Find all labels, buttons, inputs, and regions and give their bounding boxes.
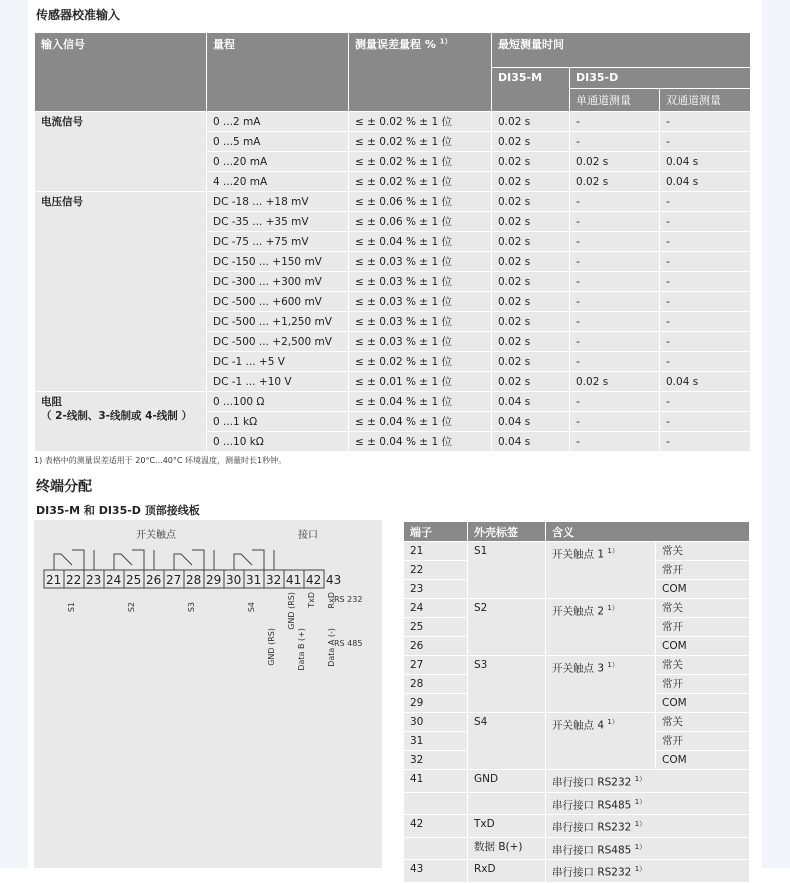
table-cell: - xyxy=(570,312,660,332)
table-cell: 0.02 s xyxy=(570,372,660,392)
contact-state: 常关 xyxy=(656,713,750,732)
table-cell: DC -500 ... +600 mV xyxy=(207,292,349,312)
table-cell: - xyxy=(570,192,660,212)
table-cell: - xyxy=(570,432,660,452)
terminal-label: 31 xyxy=(246,573,262,587)
table-row xyxy=(404,542,750,561)
table-cell: - xyxy=(570,212,660,232)
left-margin xyxy=(0,0,28,868)
rs232-pin-label: GND (RS) xyxy=(287,592,296,630)
table-cell: ≤ ± 0.02 % ± 1 位 xyxy=(349,172,492,192)
table-cell: ≤ ± 0.03 % ± 1 位 xyxy=(349,332,492,352)
switch-label: S2 xyxy=(127,602,136,613)
table-cell: 0.04 s xyxy=(660,152,751,172)
table-cell: ≤ ± 0.03 % ± 1 位 xyxy=(349,252,492,272)
terminal-label: 24 xyxy=(106,573,122,587)
table-cell: - xyxy=(570,112,660,132)
terminal-number: 41 xyxy=(404,770,468,793)
footnote-ref: 1） xyxy=(607,604,619,612)
terminal-label: 26 xyxy=(146,573,162,587)
footnote-ref: 1） xyxy=(634,842,647,851)
terminal-number: 26 xyxy=(404,637,468,656)
table-cell: 0.02 s xyxy=(492,352,570,372)
terminal-number: 42 xyxy=(404,815,468,838)
header-terminal: 端子 xyxy=(404,522,468,542)
table-row xyxy=(404,656,750,675)
table-cell: - xyxy=(660,312,751,332)
terminal-number: 22 xyxy=(404,561,468,580)
terminal-label: 43 xyxy=(326,573,342,587)
terminal-number: 23 xyxy=(404,580,468,599)
rs485-pin-label: Data A (-) xyxy=(327,628,336,667)
meaning-text: 串行接口 RS485 xyxy=(552,844,632,856)
housing-label: S2 xyxy=(468,599,546,656)
meaning xyxy=(546,815,750,838)
terminal-number: 24 xyxy=(404,599,468,618)
housing-label: GND xyxy=(468,770,546,793)
header-single-channel: 单通道测量 xyxy=(570,89,660,112)
table-cell: - xyxy=(660,352,751,372)
table-cell: 0.02 s xyxy=(492,152,570,172)
footnote-ref: 1） xyxy=(634,797,647,806)
table-cell: - xyxy=(660,132,751,152)
table-cell: 0 ...10 kΩ xyxy=(207,432,349,452)
header-min-time: 最短测量时间 xyxy=(492,33,751,68)
table-cell: 0 ...100 Ω xyxy=(207,392,349,412)
contact-state: COM xyxy=(656,637,750,656)
table-cell: DC -500 ... +1,250 mV xyxy=(207,312,349,332)
housing-label: S3 xyxy=(468,656,546,713)
group-name: 电压信号 xyxy=(41,196,83,208)
switch-label: S4 xyxy=(247,602,256,613)
table-cell: 0.02 s xyxy=(492,332,570,352)
contact-state: 常开 xyxy=(656,561,750,580)
contact-state: 常关 xyxy=(656,656,750,675)
terminal-label: 41 xyxy=(286,573,302,587)
table-cell: ≤ ± 0.02 % ± 1 位 xyxy=(349,132,492,152)
table-cell: 0.04 s xyxy=(660,172,751,192)
table-cell: - xyxy=(570,412,660,432)
footnote-ref: 1） xyxy=(607,661,619,669)
section-title-wiring: DI35-M 和 DI35-D 顶部接线板 xyxy=(36,504,200,517)
meaning-text: 开关触点 3 xyxy=(552,662,605,675)
table-cell: - xyxy=(660,332,751,352)
table-cell: - xyxy=(570,332,660,352)
terminal-number: 27 xyxy=(404,656,468,675)
terminal-number xyxy=(404,837,468,860)
rs232-label: RS 232 xyxy=(334,595,363,604)
switch-contact-line xyxy=(54,550,94,570)
table-cell: 0.02 s xyxy=(492,272,570,292)
table-cell: 0 ...5 mA xyxy=(207,132,349,152)
footnote: 1) 表格中的测量误差适用于 20°C...40°C 环境温度，测量时长1秒钟。 xyxy=(34,456,287,465)
meaning-text: 串行接口 RS232 xyxy=(552,821,632,834)
table-cell: - xyxy=(660,412,751,432)
footnote-ref: 1） xyxy=(634,865,647,873)
meaning xyxy=(546,599,656,656)
table-cell: - xyxy=(570,352,660,372)
table-cell: DC -35 ... +35 mV xyxy=(207,212,349,232)
table-cell: 0.02 s xyxy=(492,192,570,212)
table-row xyxy=(35,112,751,132)
group-subname: （ 2-线制、3-线制或 4-线制 ） xyxy=(41,410,192,422)
terminal-label: 42 xyxy=(306,573,322,587)
meaning-text: 串行接口 RS485 xyxy=(552,799,632,811)
contact-state: 常开 xyxy=(656,732,750,751)
table-cell: - xyxy=(570,272,660,292)
table-cell: 0.04 s xyxy=(660,372,751,392)
table-cell: DC -300 ... +300 mV xyxy=(207,272,349,292)
table-row xyxy=(404,713,750,732)
contact-state: 常关 xyxy=(656,542,750,561)
terminal-label: 21 xyxy=(46,573,62,587)
terminal-label: 30 xyxy=(226,573,242,587)
table-cell: 4 ...20 mA xyxy=(207,172,349,192)
table-row xyxy=(35,392,751,412)
switch-contact-line xyxy=(174,550,214,570)
table-row xyxy=(404,860,750,883)
table-cell: ≤ ± 0.06 % ± 1 位 xyxy=(349,192,492,212)
rs485-pin-label: Data B (+) xyxy=(297,628,306,671)
contact-state: COM xyxy=(656,751,750,770)
terminal-number: 21 xyxy=(404,542,468,561)
housing-label: RxD xyxy=(468,860,546,883)
terminal-label: 27 xyxy=(166,573,182,587)
table-cell: - xyxy=(570,232,660,252)
table-cell: 0.02 s xyxy=(492,232,570,252)
table-cell: 0.04 s xyxy=(492,432,570,452)
switch-label: S3 xyxy=(187,602,196,613)
table-cell: ≤ ± 0.02 % ± 1 位 xyxy=(349,112,492,132)
footnote-ref: 1） xyxy=(634,775,647,783)
wiring-diagram-svg xyxy=(34,520,382,868)
contact-state: COM xyxy=(656,694,750,713)
signal-group-label xyxy=(35,112,207,192)
table-cell: - xyxy=(660,112,751,132)
table-cell: DC -1 ... +10 V xyxy=(207,372,349,392)
table-cell: ≤ ± 0.04 % ± 1 位 xyxy=(349,412,492,432)
table-cell: - xyxy=(660,432,751,452)
table-cell: - xyxy=(570,132,660,152)
housing-label: S4 xyxy=(468,713,546,770)
table-cell: 0.02 s xyxy=(492,212,570,232)
switch-contact-line xyxy=(114,550,154,570)
table-cell: 0 ...20 mA xyxy=(207,152,349,172)
rs485-label: RS 485 xyxy=(334,639,363,648)
table-cell: - xyxy=(570,252,660,272)
header-housing-label: 外壳标签 xyxy=(468,522,546,542)
table-row xyxy=(404,815,750,838)
table-cell: ≤ ± 0.03 % ± 1 位 xyxy=(349,272,492,292)
table-cell: 0 ...2 mA xyxy=(207,112,349,132)
section-title-calibration: 传感器校准输入 xyxy=(36,8,121,22)
table-cell: DC -1 ... +5 V xyxy=(207,352,349,372)
calibration-input-table xyxy=(34,32,751,452)
table-row xyxy=(404,770,750,793)
header-di35d: DI35-D xyxy=(570,68,751,89)
contact-state: 常关 xyxy=(656,599,750,618)
header-meaning: 含义 xyxy=(546,522,750,542)
table-cell: 0.04 s xyxy=(492,392,570,412)
table-cell: 0 ...1 kΩ xyxy=(207,412,349,432)
meaning-text: 开关触点 4 xyxy=(552,719,605,732)
terminal-label: 29 xyxy=(206,573,222,587)
meaning-text: 开关触点 2 xyxy=(552,605,605,618)
group-name: 电流信号 xyxy=(41,116,83,128)
table-row xyxy=(35,192,751,212)
meaning xyxy=(546,770,750,793)
contact-state: 常开 xyxy=(656,618,750,637)
table-row xyxy=(404,792,750,815)
port-label: 接口 xyxy=(298,530,318,541)
table-cell: DC -150 ... +150 mV xyxy=(207,252,349,272)
table-cell: - xyxy=(660,292,751,312)
table-cell: DC -75 ... +75 mV xyxy=(207,232,349,252)
signal-group-label xyxy=(35,392,207,452)
signal-group-label xyxy=(35,192,207,392)
meaning xyxy=(546,656,656,713)
meaning-text: 串行接口 RS232 xyxy=(552,776,632,789)
table-cell: 0.02 s xyxy=(492,252,570,272)
terminal-label: 22 xyxy=(66,573,82,587)
header-di35m: DI35-M xyxy=(492,68,570,112)
table-cell: ≤ ± 0.04 % ± 1 位 xyxy=(349,432,492,452)
table-cell: ≤ ± 0.03 % ± 1 位 xyxy=(349,312,492,332)
table-row xyxy=(404,837,750,860)
table-cell: DC -500 ... +2,500 mV xyxy=(207,332,349,352)
contact-state: 常开 xyxy=(656,675,750,694)
housing-label: 数据 B(+) xyxy=(468,837,546,860)
rs485-pin-label: GND (RS) xyxy=(267,628,276,666)
contact-state: COM xyxy=(656,580,750,599)
terminal-label: 28 xyxy=(186,573,202,587)
table-cell: ≤ ± 0.02 % ± 1 位 xyxy=(349,352,492,372)
table-cell: - xyxy=(570,292,660,312)
header-input-signal: 输入信号 xyxy=(35,33,207,112)
table-cell: - xyxy=(660,192,751,212)
table-cell: ≤ ± 0.04 % ± 1 位 xyxy=(349,232,492,252)
meaning xyxy=(546,860,750,883)
footnote-ref: 1） xyxy=(634,820,647,828)
table-cell: ≤ ± 0.03 % ± 1 位 xyxy=(349,292,492,312)
terminal-number: 25 xyxy=(404,618,468,637)
table-cell: - xyxy=(660,232,751,252)
rs232-pin-label: RxD xyxy=(327,592,336,609)
meaning xyxy=(546,792,750,815)
terminal-number: 30 xyxy=(404,713,468,732)
meaning xyxy=(546,542,656,599)
table-cell: 0.02 s xyxy=(570,172,660,192)
contacts-label: 开关触点 xyxy=(136,530,176,541)
footnote-ref: 1） xyxy=(607,718,619,726)
table-cell: DC -18 ... +18 mV xyxy=(207,192,349,212)
table-cell: 0.02 s xyxy=(492,372,570,392)
table-cell: - xyxy=(660,212,751,232)
table-cell: 0.02 s xyxy=(492,172,570,192)
table-cell: 0.02 s xyxy=(570,152,660,172)
header-dual-channel: 双通道测量 xyxy=(660,89,751,112)
meaning xyxy=(546,837,750,860)
meaning xyxy=(546,713,656,770)
terminal-number: 32 xyxy=(404,751,468,770)
table-cell: 0.02 s xyxy=(492,292,570,312)
meaning-text: 开关触点 1 xyxy=(552,548,605,561)
housing-label: TxD xyxy=(468,815,546,838)
section-title-terminals: 终端分配 xyxy=(36,479,92,495)
housing-label xyxy=(468,792,546,815)
table-cell: 0.02 s xyxy=(492,112,570,132)
header-error: 测量误差量程 % $^{1)}$ xyxy=(349,33,492,112)
terminal-number: 28 xyxy=(404,675,468,694)
right-margin xyxy=(762,0,790,868)
terminal-number xyxy=(404,792,468,815)
group-name: 电阻 xyxy=(41,396,62,408)
table-row xyxy=(404,599,750,618)
wiring-diagram xyxy=(34,520,382,868)
table-cell: 0.04 s xyxy=(492,412,570,432)
terminal-label: 32 xyxy=(266,573,282,587)
table-cell: 0.02 s xyxy=(492,312,570,332)
housing-label: S1 xyxy=(468,542,546,599)
terminal-number: 31 xyxy=(404,732,468,751)
rs232-pin-label: TxD xyxy=(307,592,316,608)
table-cell: - xyxy=(660,392,751,412)
table-cell: ≤ ± 0.04 % ± 1 位 xyxy=(349,392,492,412)
footnote-ref: 1） xyxy=(607,547,619,555)
table-cell: - xyxy=(660,252,751,272)
terminal-number: 43 xyxy=(404,860,468,883)
terminal-label: 25 xyxy=(126,573,142,587)
meaning-text: 串行接口 RS232 xyxy=(552,866,632,879)
table-cell: ≤ ± 0.02 % ± 1 位 xyxy=(349,152,492,172)
header-range: 量程 xyxy=(207,33,349,112)
table-cell: - xyxy=(660,272,751,292)
switch-contact-line xyxy=(234,550,274,570)
terminal-number: 29 xyxy=(404,694,468,713)
table-cell: ≤ ± 0.01 % ± 1 位 xyxy=(349,372,492,392)
table-cell: - xyxy=(570,392,660,412)
table-cell: 0.02 s xyxy=(492,132,570,152)
switch-label: S1 xyxy=(67,602,76,613)
terminal-assignment-table xyxy=(403,521,750,883)
table-cell: ≤ ± 0.06 % ± 1 位 xyxy=(349,212,492,232)
terminal-label: 23 xyxy=(86,573,102,587)
